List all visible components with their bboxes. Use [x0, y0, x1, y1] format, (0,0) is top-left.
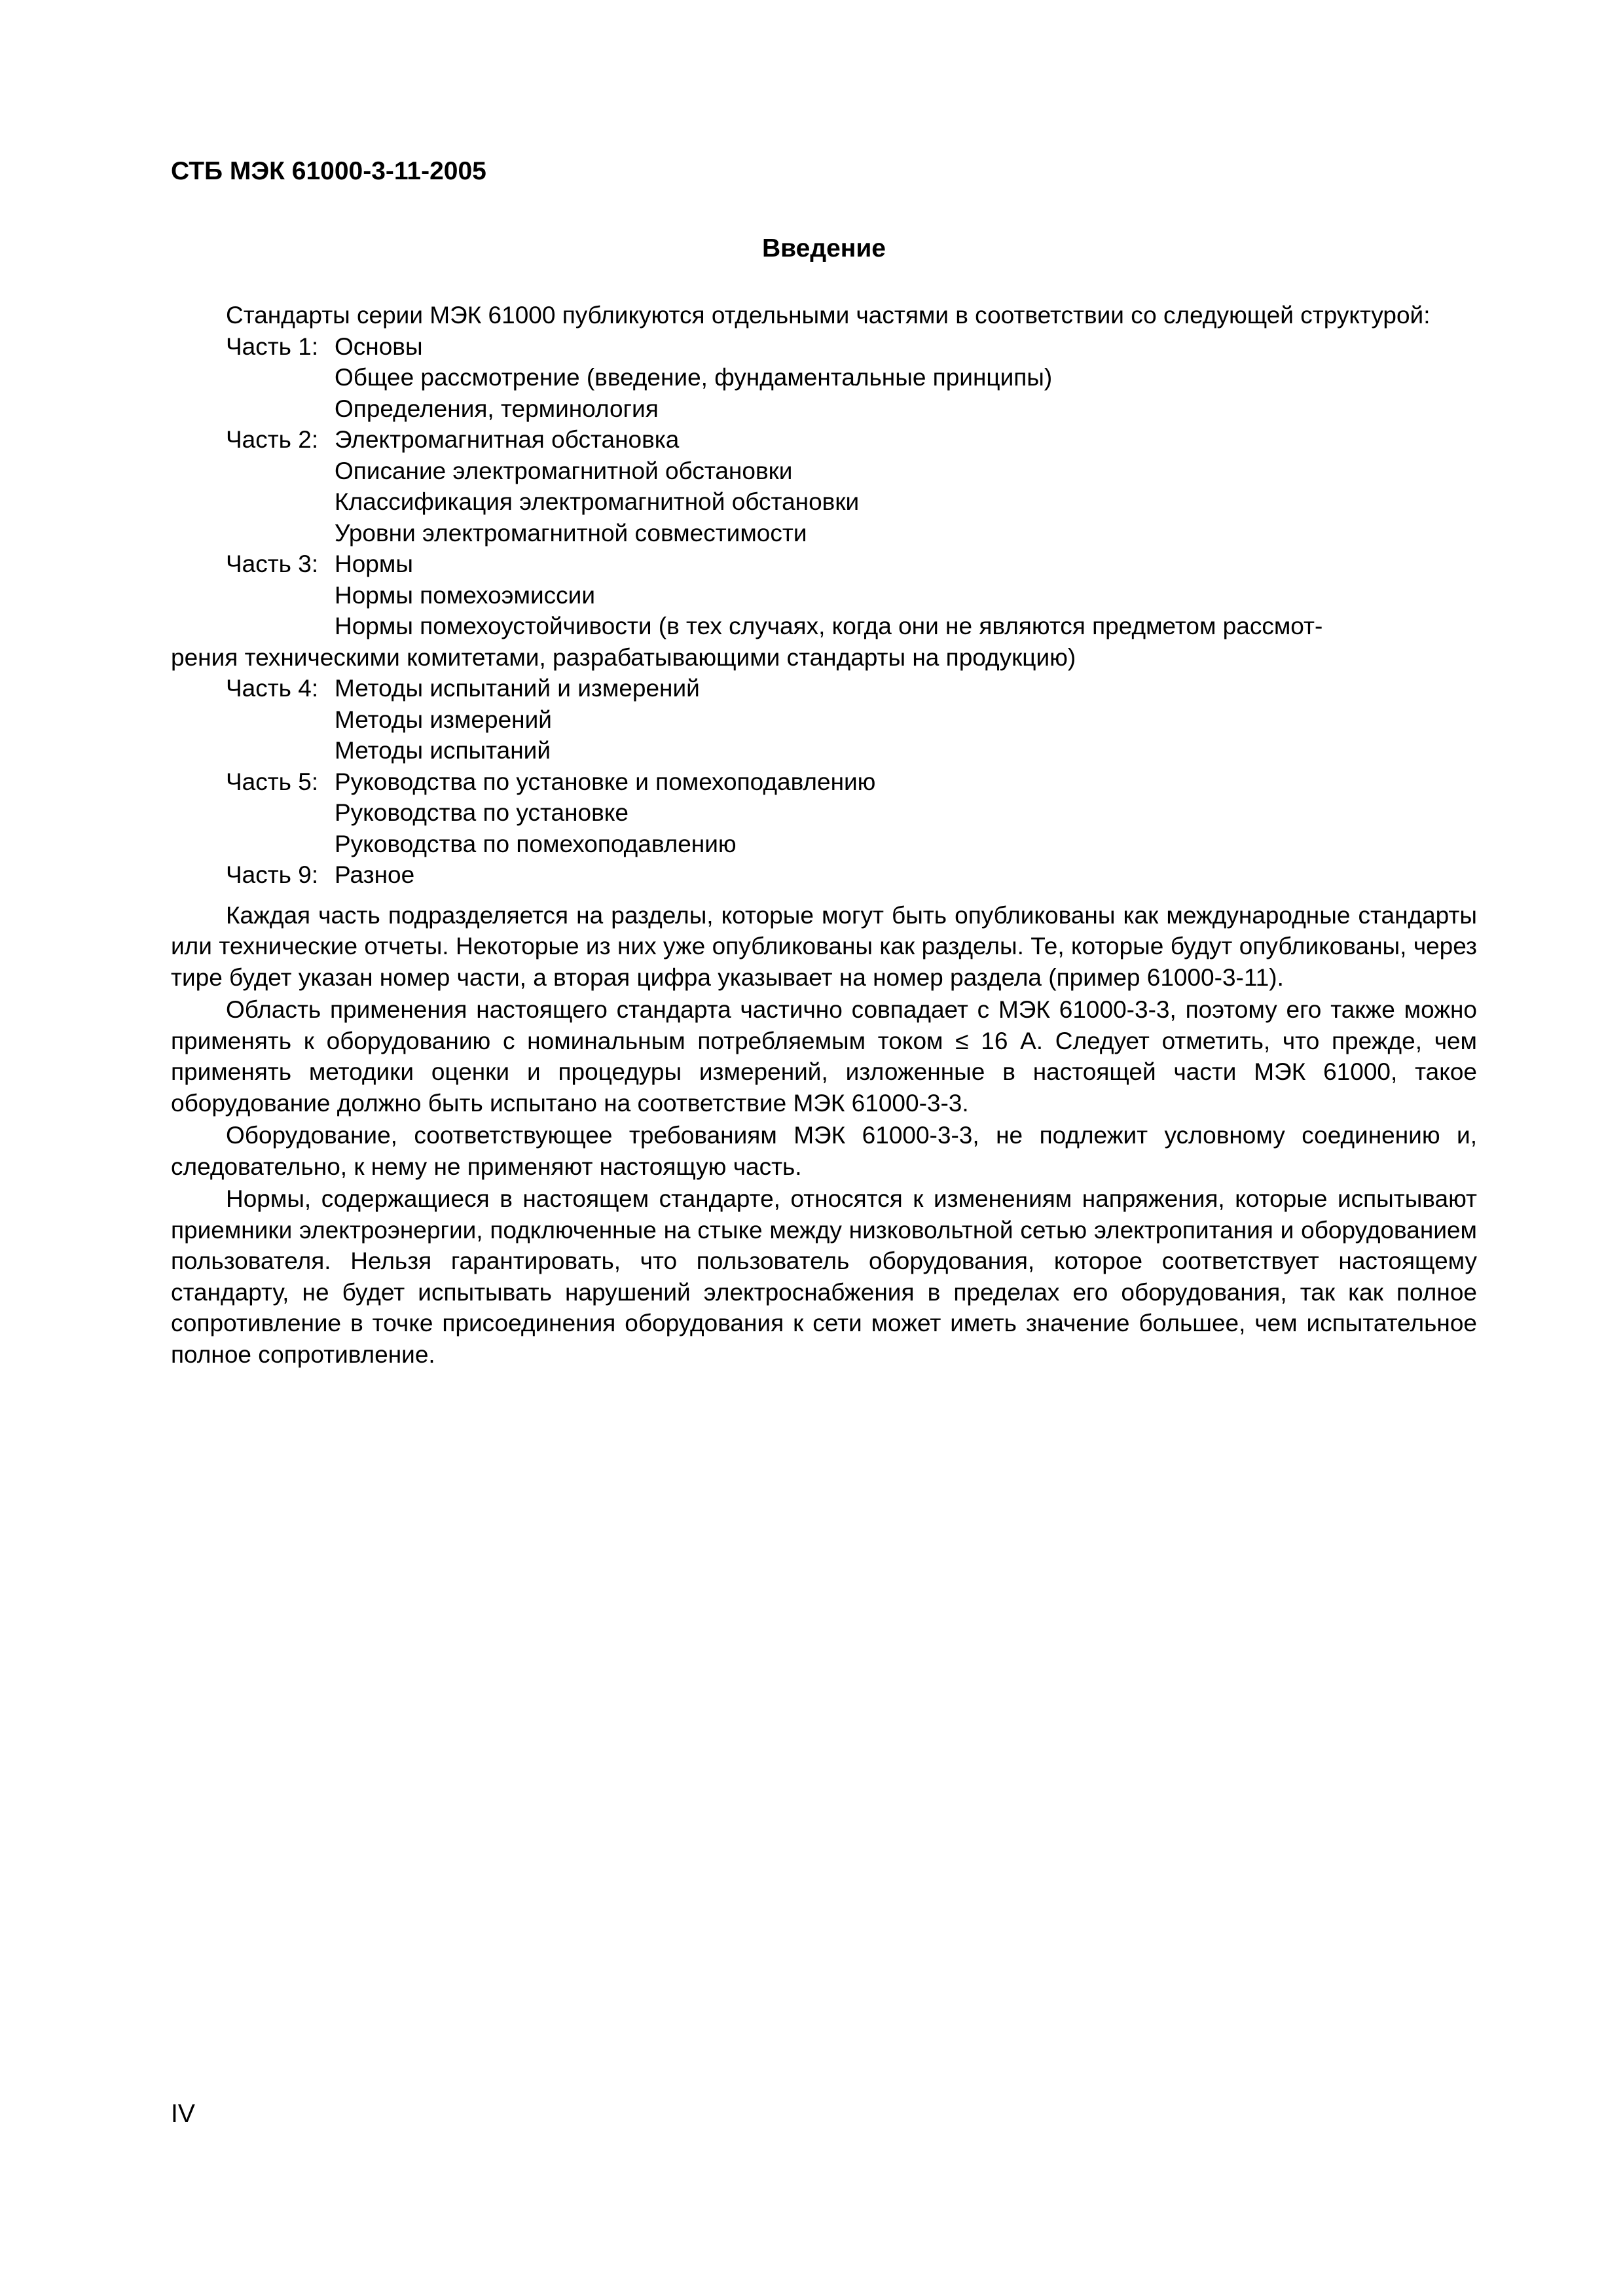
part-label: Часть 3:	[226, 550, 319, 577]
section-title: Введение	[762, 234, 886, 262]
part-item: Руководства по помехоподавлению	[335, 830, 737, 857]
part-row	[171, 548, 1477, 580]
part-title: Разное	[335, 861, 415, 888]
part-title: Методы испытаний и измерений	[335, 675, 700, 702]
body-paragraph: Оборудование, соответствующее требованиям МЭК 61000-3-3, не подлежит условному соединению и, следовательно, к нему не применяют настоящую часть.	[171, 1122, 1477, 1180]
part-row	[171, 673, 1477, 704]
document-code: СТБ МЭК 61000-3-11-2005	[171, 157, 486, 185]
part-title: Руководства по установке и помехоподавлению	[335, 768, 876, 795]
part-item: Методы измерений	[335, 706, 552, 733]
part-item: Нормы помехоэмиссии	[335, 581, 595, 609]
body-paragraph: Нормы, содержащиеся в настоящем стандарте, относятся к изменениям напряжения, которые испытывают приемники электроэнергии, подключенные на стыке между низковольтной сетью электропитания и оборудованием пользователя. Нельзя гарантировать, что пользователь оборудования, которое соответствует настоящему стандарту, не будет испытывать нарушений электроснабжения в пределах его оборудования, так как полное сопротивление в точке присоединения оборудования к сети может иметь значение большее, чем испытательное полное сопротивление.	[171, 1185, 1477, 1368]
part-row	[171, 331, 1477, 363]
part-item: Определения, терминология	[335, 395, 659, 422]
part-label: Часть 5:	[226, 768, 319, 795]
body-paragraph: Область применения настоящего стандарта частично совпадает с МЭК 61000-3-3, поэтому его также можно применять к оборудованию с номинальным потребляемым током ≤ 16 А. Следует отметить, что прежде, чем применять методики оценки и процедуры измерений, изложенные в настоящей части МЭК 61000, такое оборудование должно быть испытано на соответствие МЭК 61000-3-3.	[171, 996, 1477, 1117]
part-item: Методы испытаний	[335, 737, 551, 764]
part-item-continuation: рения техническими комитетами, разрабатывающими стандарты на продукцию)	[171, 643, 1076, 671]
part-item: Описание электромагнитной обстановки	[335, 457, 793, 484]
part-item: Руководства по установке	[335, 799, 629, 826]
part-label: Часть 1:	[226, 332, 319, 360]
part-item: Классификация электромагнитной обстановки	[335, 488, 860, 515]
part-title: Нормы	[335, 550, 413, 577]
part-title: Основы	[335, 332, 423, 360]
part-row	[171, 766, 1477, 798]
part-item: Уровни электромагнитной совместимости	[335, 519, 807, 547]
spacer	[171, 891, 1477, 900]
part-title: Электромагнитная обстановка	[335, 426, 680, 453]
body-paragraph: Каждая часть подразделяется на разделы, которые могут быть опубликованы как международные стандарты или технические отчеты. Некоторые из них уже опубликованы как разделы. Те, которые будут опубликованы, через тире будет указан номер части, а вторая цифра указывает на номер раздела (пример 61000-3-11).	[171, 901, 1477, 991]
part-row	[171, 859, 1477, 891]
part-label: Часть 4:	[226, 675, 319, 702]
body-text	[171, 300, 1477, 1370]
part-item: Общее рассмотрение (введение, фундаментальные принципы)	[335, 364, 1053, 391]
part-label: Часть 2:	[226, 426, 319, 453]
part-item: Нормы помехоустойчивости (в тех случаях, когда они не являются предметом рассмот-	[335, 613, 1323, 639]
page-number: IV	[171, 2100, 195, 2128]
intro-paragraph: Стандарты серии МЭК 61000 публикуются отдельными частями в соответствии со следующей структурой:	[226, 302, 1431, 329]
part-row	[171, 424, 1477, 456]
part-label: Часть 9:	[226, 861, 319, 888]
parts-list	[171, 331, 1477, 891]
